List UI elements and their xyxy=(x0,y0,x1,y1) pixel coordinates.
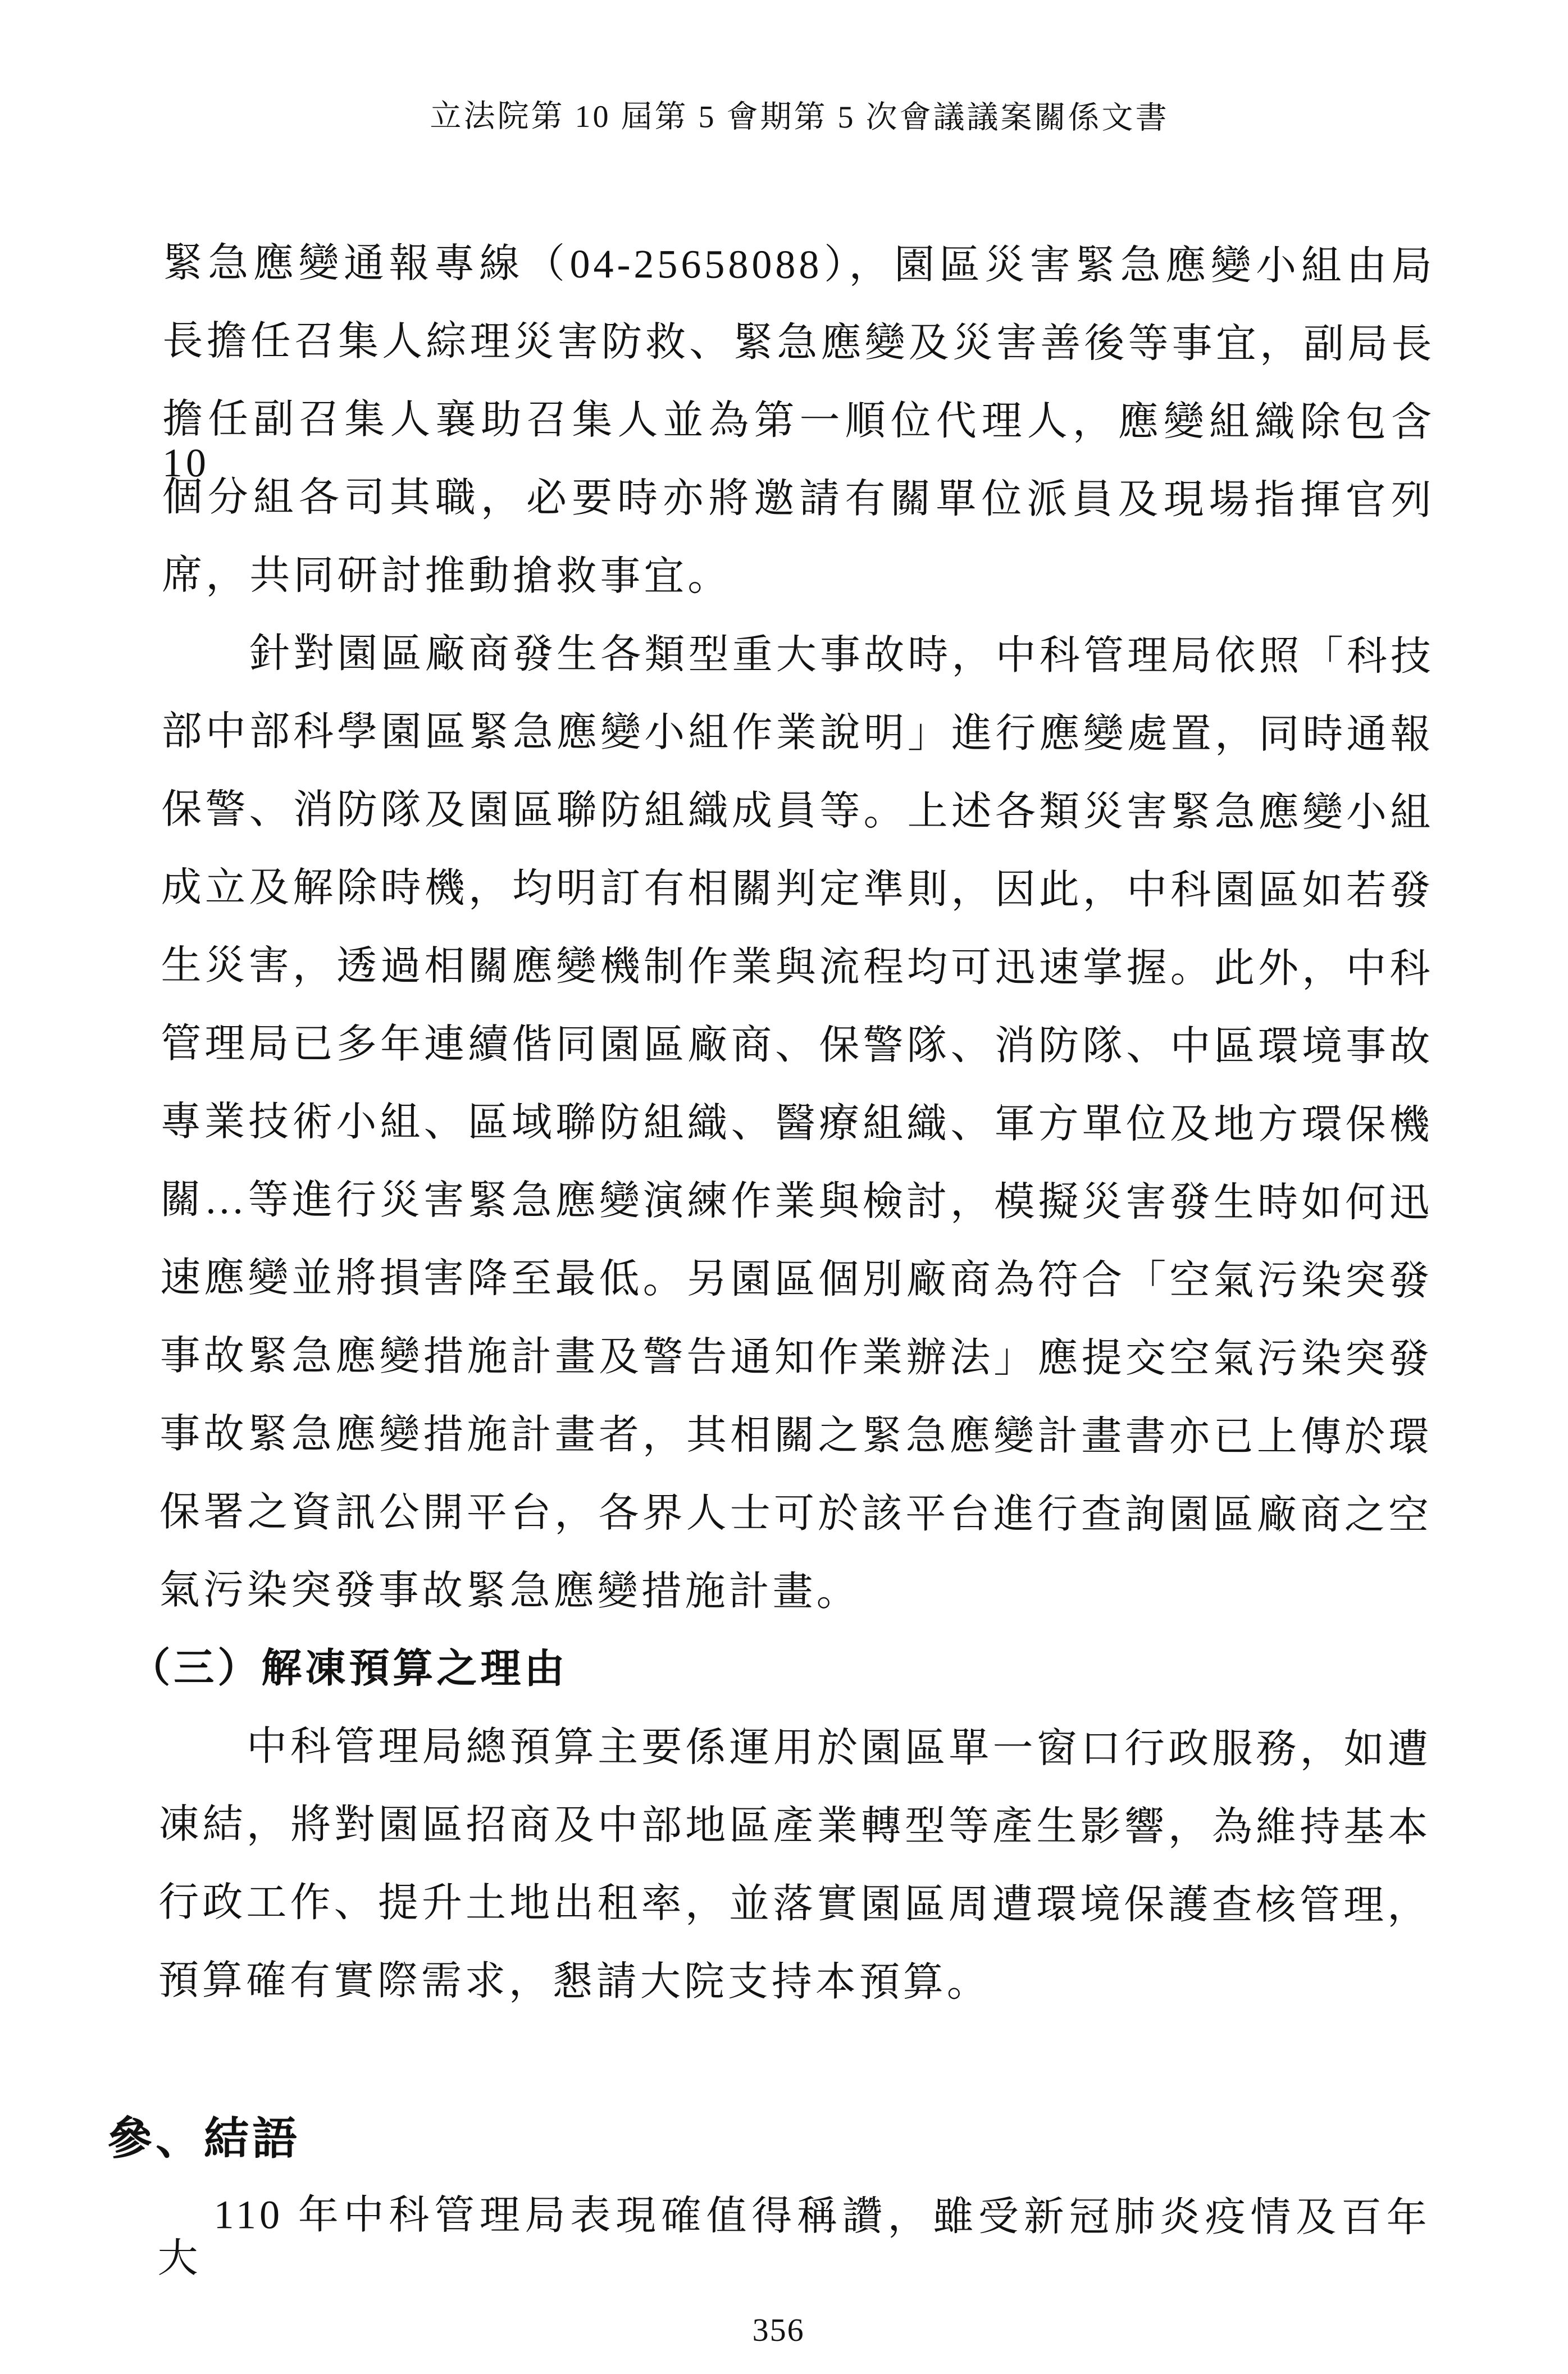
section-heading: 參、結語 xyxy=(107,2114,301,2165)
text-line: 緊急應變通報專線（04-25658088），園區災害緊急應變小組由局 xyxy=(162,240,1435,289)
text-line: 成立及解除時機，均明訂有相關判定準則，因此，中科園區如若發 xyxy=(161,864,1434,913)
text-line: 生災害，透過相關應變機制作業與流程均可迅速掌握。此外，中科 xyxy=(161,942,1434,991)
text-line: 預算確有實際需求，懇請大院支持本預算。 xyxy=(158,1957,991,2005)
text-line: 行政工作、提升土地出租率，並落實園區周遭環境保護查核管理， xyxy=(158,1879,1432,1928)
text-line: 事故緊急應變措施計畫及警告通知作業辦法」應提交空氣污染突發 xyxy=(159,1333,1433,1382)
text-line: 個分組各司其職，必要時亦將邀請有關單位派員及現場指揮官列 xyxy=(162,474,1435,523)
text-line: 關…等進行災害緊急應變演練作業與檢討，模擬災害發生時如何迅 xyxy=(160,1177,1433,1225)
text-line: 管理局已多年連續偕同園區廠商、保警隊、消防隊、中區環境事故 xyxy=(161,1020,1434,1069)
text-line: 速應變並將損害降至最低。另園區個別廠商為符合「空氣污染突發 xyxy=(159,1255,1433,1304)
text-line: 保警、消防隊及園區聯防組織成員等。上述各類災害緊急應變小組 xyxy=(161,786,1434,835)
text-line: 110 年中科管理局表現確值得稱讚，雖受新冠肺炎疫情及百年大 xyxy=(157,2192,1430,2281)
page-number: 356 xyxy=(752,2311,805,2348)
text-line: 擔任副召集人襄助召集人並為第一順位代理人，應變組織除包含10 xyxy=(162,396,1435,485)
text-line: 中科管理局總預算主要係運用於園區單一窗口行政服務，如遭 xyxy=(246,1724,1432,1772)
text-line: 保署之資訊公開平台，各界人士可於該平台進行查詢園區廠商之空 xyxy=(159,1489,1433,1538)
document-header: 立法院第 10 屆第 5 會期第 5 次會議議案關係文書 xyxy=(430,99,1169,136)
text-line: 部中部科學園區緊急應變小組作業說明」進行應變處置，同時通報 xyxy=(161,708,1434,757)
text-line: 凍結，將對園區招商及中部地區產業轉型等產生影響，為維持基本 xyxy=(158,1801,1432,1850)
text-line: 長擔任召集人綜理災害防救、緊急應變及災害善後等事宜，副局長 xyxy=(162,318,1435,367)
text-line: 針對園區廠商發生各類型重大事故時，中科管理局依照「科技 xyxy=(249,631,1435,679)
text-line: 氣污染突發事故緊急應變措施計畫。 xyxy=(159,1567,860,1615)
text-line: 事故緊急應變措施計畫者，其相關之緊急應變計畫書亦已上傳於環 xyxy=(159,1411,1433,1460)
sub-heading: （三）解凍預算之理由 xyxy=(130,1645,568,1692)
text-line: 席，共同研討推動搶救事宜。 xyxy=(162,552,732,599)
text-line: 專業技術小組、區域聯防組織、醫療組織、軍方單位及地方環保機 xyxy=(160,1099,1433,1147)
